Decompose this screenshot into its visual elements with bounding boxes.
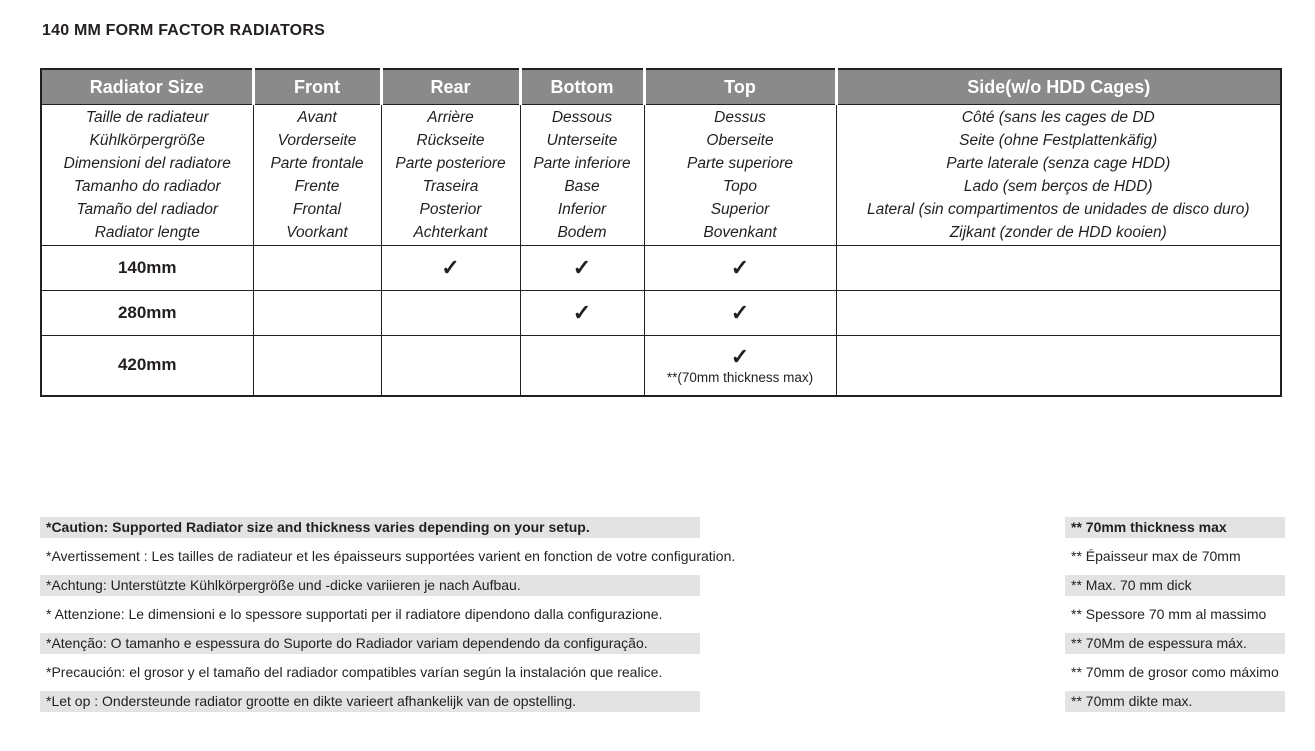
- caution-note: *Atenção: O tamanho e espessura do Suporte do Radiador variam dependendo da configuração.: [40, 633, 700, 654]
- cell-140mm-front: [253, 246, 381, 291]
- cell-280mm-front: [253, 291, 381, 336]
- translation-line: Bodem: [557, 224, 607, 241]
- translation-line: Inferior: [557, 201, 607, 218]
- translation-line: Oberseite: [706, 132, 774, 149]
- translation-line: Unterseite: [546, 132, 618, 149]
- translation-line: Lado (sem berços de HDD): [963, 178, 1153, 195]
- translations-row: [41, 105, 1281, 246]
- translation-line: Taille de radiateur: [85, 109, 209, 126]
- check-mark-icon: ✓: [730, 343, 750, 369]
- translation-line: Dessous: [551, 109, 613, 126]
- translation-line: Lateral (sin compartimentos de unidades de disco duro): [866, 201, 1250, 218]
- cell-280mm-rear: [381, 291, 520, 336]
- thickness-note: ** 70mm de grosor como máximo: [1071, 664, 1279, 680]
- thickness-note: ** Spessore 70 mm al massimo: [1071, 606, 1267, 622]
- translation-line: Seite (ohne Festplattenkäfig): [959, 132, 1158, 149]
- header-cell-radiator-size: Radiator Size: [41, 69, 253, 105]
- caution-note: *Let op : Ondersteunde radiator grootte en dikte varieert afhankelijk van de opstelling.: [40, 691, 700, 712]
- thickness-note: ** Épaisseur max de 70mm: [1071, 548, 1241, 564]
- translation-line: Kühlkörpergröße: [89, 132, 205, 149]
- check-mark-icon: ✓: [572, 254, 592, 280]
- translation-line: Posterior: [419, 201, 482, 218]
- translation-line: Dimensioni del radiatore: [63, 155, 231, 172]
- caution-notes: [40, 517, 736, 720]
- radiator-compatibility-table: [40, 68, 1282, 397]
- header-cell-front: Front: [253, 69, 381, 105]
- cell-280mm-top: [644, 291, 836, 336]
- translation-cell-radiator-size: [41, 105, 253, 246]
- size-label: 280mm: [41, 291, 253, 336]
- translation-cell-bottom: [520, 105, 644, 246]
- translation-line: Avant: [297, 109, 337, 126]
- thickness-note: ** Max. 70 mm dick: [1065, 575, 1285, 596]
- thickness-note: ** 70mm dikte max.: [1065, 691, 1285, 712]
- translation-line: Côté (sans les cages de DD: [961, 109, 1155, 126]
- thickness-max-note: **(70mm thickness max): [666, 369, 814, 385]
- size-label: 140mm: [41, 246, 253, 291]
- cell-280mm-side: [836, 291, 1281, 336]
- translation-line: Arrière: [427, 109, 474, 126]
- header-cell-top: Top: [644, 69, 836, 105]
- translation-line: Tamanho do radiador: [73, 178, 221, 195]
- translation-line: Parte laterale (senza cage HDD): [946, 155, 1171, 172]
- translation-line: Parte inferiore: [533, 155, 631, 172]
- thickness-note: ** 70mm thickness max: [1065, 517, 1285, 538]
- page-title: 140 MM FORM FACTOR RADIATORS: [42, 22, 325, 39]
- translation-cell-rear: [381, 105, 520, 246]
- translation-line: Topo: [723, 178, 757, 195]
- translation-line: Traseira: [422, 178, 479, 195]
- translation-line: Parte superiore: [687, 155, 793, 172]
- translation-line: Zijkant (zonder de HDD kooien): [949, 224, 1167, 241]
- translation-line: Achterkant: [413, 224, 488, 241]
- translation-line: Tamaño del radiador: [76, 201, 219, 218]
- cell-420mm-top: [644, 336, 836, 396]
- table-row-280mm: [41, 291, 1281, 336]
- caution-note: *Precaución: el grosor y el tamaño del radiador compatibles varían según la instalación que realice.: [46, 664, 663, 680]
- translation-line: Rückseite: [416, 132, 485, 149]
- table-header-row: [41, 69, 1281, 105]
- cell-420mm-side: [836, 336, 1281, 396]
- caution-note: *Avertissement : Les tailles de radiateur et les épaisseurs supportées varient en fonction de votre configuration.: [46, 548, 736, 564]
- check-mark-icon: ✓: [730, 254, 750, 280]
- header-cell-rear: Rear: [381, 69, 520, 105]
- translation-cell-top: [644, 105, 836, 246]
- translation-line: Bovenkant: [703, 224, 777, 241]
- table-row-140mm: [41, 246, 1281, 291]
- caution-note: * Attenzione: Le dimensioni e lo spessore supportati per il radiatore dipendono dalla configurazione.: [46, 606, 663, 622]
- translation-line: Dessus: [714, 109, 766, 126]
- translation-line: Vorderseite: [277, 132, 357, 149]
- header-cell-side: Side(w/o HDD Cages): [836, 69, 1281, 105]
- translation-line: Radiator lengte: [94, 224, 200, 241]
- cell-420mm-rear: [381, 336, 520, 396]
- header-cell-bottom: Bottom: [520, 69, 644, 105]
- caution-note: *Caution: Supported Radiator size and thickness varies depending on your setup.: [40, 517, 700, 538]
- cell-140mm-top: [644, 246, 836, 291]
- translation-cell-side: [836, 105, 1281, 246]
- check-mark-icon: ✓: [441, 254, 460, 280]
- translation-line: Parte posteriore: [395, 155, 506, 172]
- translation-line: Frontal: [292, 201, 342, 218]
- table-row-420mm: [41, 336, 1281, 396]
- translation-line: Superior: [710, 201, 770, 218]
- check-mark-icon: ✓: [572, 299, 592, 325]
- cell-280mm-bottom: [520, 291, 644, 336]
- thickness-notes: [1065, 517, 1285, 720]
- cell-420mm-bottom: [520, 336, 644, 396]
- check-mark-icon: ✓: [730, 299, 750, 325]
- translation-line: Frente: [294, 178, 340, 195]
- translation-line: Voorkant: [286, 224, 348, 241]
- cell-140mm-side: [836, 246, 1281, 291]
- thickness-note: ** 70Mm de espessura máx.: [1065, 633, 1285, 654]
- translation-line: Base: [564, 178, 600, 195]
- size-label: 420mm: [41, 336, 253, 396]
- translation-cell-front: [253, 105, 381, 246]
- translation-line: Parte frontale: [270, 155, 364, 172]
- cell-420mm-front: [253, 336, 381, 396]
- caution-note: *Achtung: Unterstützte Kühlkörpergröße und -dicke variieren je nach Aufbau.: [40, 575, 700, 596]
- cell-140mm-bottom: [520, 246, 644, 291]
- cell-140mm-rear: [381, 246, 520, 291]
